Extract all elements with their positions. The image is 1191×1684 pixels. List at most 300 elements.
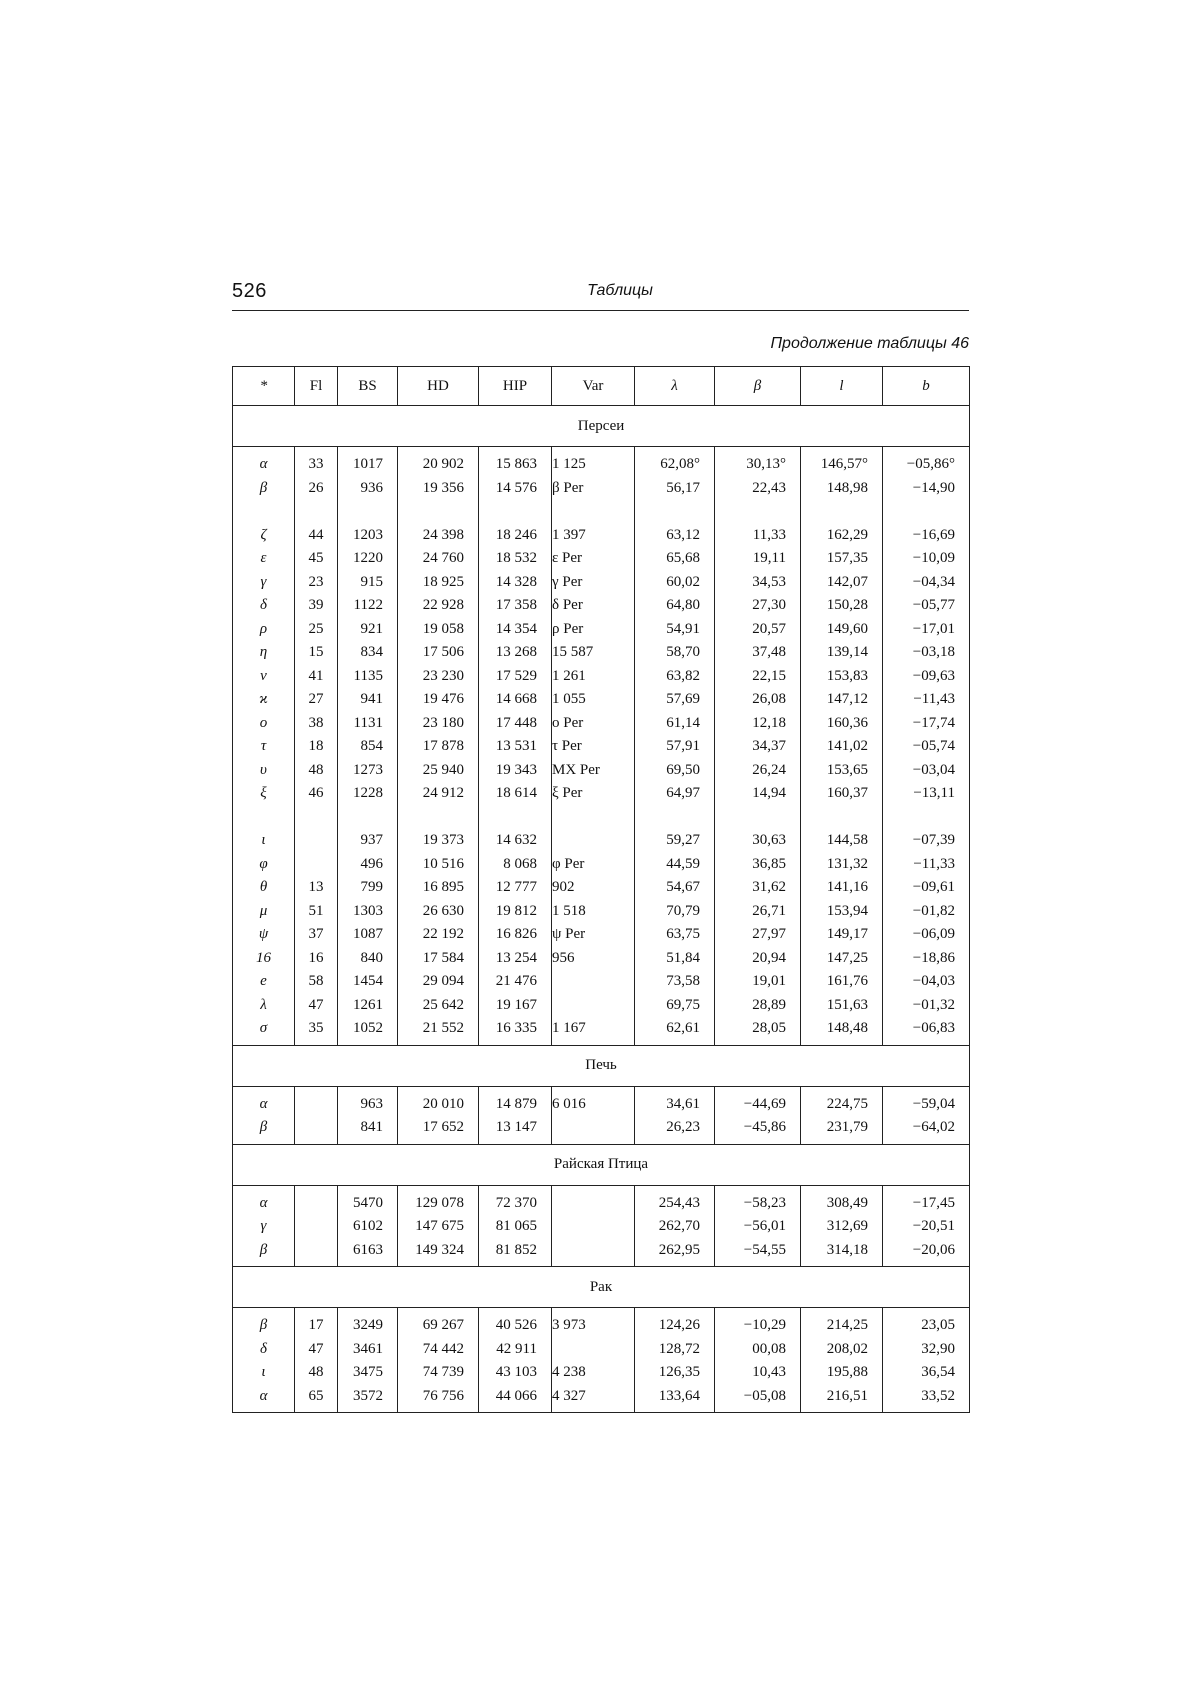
cell-hip: 17 529 xyxy=(479,665,552,689)
spacer-cell xyxy=(801,500,883,524)
table-header-row xyxy=(233,367,970,406)
cell-hip: 14 328 xyxy=(479,571,552,595)
cell-hd: 23 230 xyxy=(398,665,479,689)
cell-bs: 1228 xyxy=(338,782,398,806)
cell-lambda: 51,84 xyxy=(635,947,715,971)
cell-bs: 799 xyxy=(338,876,398,900)
cell-var: ξ Per xyxy=(552,782,635,806)
cell-hd: 16 895 xyxy=(398,876,479,900)
cell-hip: 81 065 xyxy=(479,1215,552,1239)
table-row xyxy=(233,782,970,806)
cell-var: ρ Per xyxy=(552,618,635,642)
cell-bs: 1017 xyxy=(338,447,398,477)
cell-b: −06,09 xyxy=(883,923,970,947)
cell-beta: 10,43 xyxy=(715,1361,801,1385)
cell-b: −20,06 xyxy=(883,1239,970,1267)
cell-lambda: 262,70 xyxy=(635,1215,715,1239)
table-row xyxy=(233,1308,970,1338)
header-rule xyxy=(232,310,969,311)
cell-l: 314,18 xyxy=(801,1239,883,1267)
cell-lambda: 59,27 xyxy=(635,829,715,853)
cell-bs: 854 xyxy=(338,735,398,759)
cell-var: 6 016 xyxy=(552,1086,635,1116)
table-row xyxy=(233,477,970,501)
cell-hd: 17 652 xyxy=(398,1116,479,1144)
cell-hip: 40 526 xyxy=(479,1308,552,1338)
cell-var: ψ Per xyxy=(552,923,635,947)
spacer-cell xyxy=(338,500,398,524)
cell-var xyxy=(552,1215,635,1239)
cell-hd: 17 506 xyxy=(398,641,479,665)
cell-b: −03,18 xyxy=(883,641,970,665)
cell-b: −18,86 xyxy=(883,947,970,971)
cell-l: 308,49 xyxy=(801,1185,883,1215)
column-header: * xyxy=(233,367,295,406)
cell-bs: 937 xyxy=(338,829,398,853)
cell-var: τ Per xyxy=(552,735,635,759)
cell-hip: 13 268 xyxy=(479,641,552,665)
cell-bs: 1261 xyxy=(338,994,398,1018)
cell-hip: 14 668 xyxy=(479,688,552,712)
cell-var xyxy=(552,1185,635,1215)
cell-hip: 14 576 xyxy=(479,477,552,501)
cell-l: 147,12 xyxy=(801,688,883,712)
cell-l: 141,02 xyxy=(801,735,883,759)
cell-hd: 29 094 xyxy=(398,970,479,994)
column-header: λ xyxy=(635,367,715,406)
cell-fl: 27 xyxy=(295,688,338,712)
cell-bs: 6102 xyxy=(338,1215,398,1239)
cell-lambda: 65,68 xyxy=(635,547,715,571)
cell-fl: 58 xyxy=(295,970,338,994)
cell-hip: 19 812 xyxy=(479,900,552,924)
cell-l: 160,36 xyxy=(801,712,883,736)
cell-lambda: 56,17 xyxy=(635,477,715,501)
cell-l: 142,07 xyxy=(801,571,883,595)
cell-l: 160,37 xyxy=(801,782,883,806)
section-title: Райская Птица xyxy=(233,1144,970,1185)
page-number: 526 xyxy=(232,280,267,302)
cell-b: −10,09 xyxy=(883,547,970,571)
cell-var: 1 518 xyxy=(552,900,635,924)
cell-beta: −56,01 xyxy=(715,1215,801,1239)
cell-hd: 19 476 xyxy=(398,688,479,712)
column-header: Var xyxy=(552,367,635,406)
cell-bs: 841 xyxy=(338,1116,398,1144)
cell-l: 153,94 xyxy=(801,900,883,924)
cell-star: α xyxy=(233,1385,295,1413)
cell-star: α xyxy=(233,447,295,477)
section-row xyxy=(233,1045,970,1086)
cell-var: ο Per xyxy=(552,712,635,736)
cell-b: −11,43 xyxy=(883,688,970,712)
cell-lambda: 262,95 xyxy=(635,1239,715,1267)
spacer-cell xyxy=(479,806,552,830)
cell-b: −14,90 xyxy=(883,477,970,501)
cell-beta: −54,55 xyxy=(715,1239,801,1267)
spacer-cell xyxy=(883,806,970,830)
cell-star: μ xyxy=(233,900,295,924)
section-title: Персеи xyxy=(233,406,970,447)
cell-hip: 81 852 xyxy=(479,1239,552,1267)
group-spacer xyxy=(233,500,970,524)
cell-l: 214,25 xyxy=(801,1308,883,1338)
table-row xyxy=(233,1215,970,1239)
cell-b: −17,74 xyxy=(883,712,970,736)
cell-lambda: 34,61 xyxy=(635,1086,715,1116)
cell-fl: 17 xyxy=(295,1308,338,1338)
cell-l: 149,60 xyxy=(801,618,883,642)
cell-lambda: 73,58 xyxy=(635,970,715,994)
cell-l: 150,28 xyxy=(801,594,883,618)
cell-hip: 21 476 xyxy=(479,970,552,994)
spacer-cell xyxy=(635,806,715,830)
cell-l: 148,48 xyxy=(801,1017,883,1045)
cell-star: φ xyxy=(233,853,295,877)
cell-star: ο xyxy=(233,712,295,736)
cell-lambda: 26,23 xyxy=(635,1116,715,1144)
cell-var: 1 397 xyxy=(552,524,635,548)
cell-fl: 45 xyxy=(295,547,338,571)
spacer-cell xyxy=(338,806,398,830)
table-row xyxy=(233,947,970,971)
cell-l: 195,88 xyxy=(801,1361,883,1385)
cell-beta: 11,33 xyxy=(715,524,801,548)
cell-b: −07,39 xyxy=(883,829,970,853)
cell-hd: 74 739 xyxy=(398,1361,479,1385)
section-row xyxy=(233,406,970,447)
cell-star: 16 xyxy=(233,947,295,971)
cell-lambda: 254,43 xyxy=(635,1185,715,1215)
cell-beta: 34,37 xyxy=(715,735,801,759)
cell-hip: 15 863 xyxy=(479,447,552,477)
cell-var: 4 238 xyxy=(552,1361,635,1385)
cell-star: θ xyxy=(233,876,295,900)
cell-hd: 20 902 xyxy=(398,447,479,477)
cell-star: β xyxy=(233,1239,295,1267)
table-row xyxy=(233,853,970,877)
section-title: Рак xyxy=(233,1267,970,1308)
cell-var: 1 167 xyxy=(552,1017,635,1045)
cell-b: −06,83 xyxy=(883,1017,970,1045)
cell-beta: −44,69 xyxy=(715,1086,801,1116)
cell-b: 23,05 xyxy=(883,1308,970,1338)
cell-bs: 1273 xyxy=(338,759,398,783)
cell-beta: 26,71 xyxy=(715,900,801,924)
spacer-cell xyxy=(233,500,295,524)
cell-beta: 28,89 xyxy=(715,994,801,1018)
column-header: l xyxy=(801,367,883,406)
star-table xyxy=(232,366,970,1413)
cell-beta: 19,01 xyxy=(715,970,801,994)
group-spacer xyxy=(233,806,970,830)
cell-beta: 37,48 xyxy=(715,641,801,665)
table-body xyxy=(233,406,970,1413)
cell-beta: 22,15 xyxy=(715,665,801,689)
cell-var: γ Per xyxy=(552,571,635,595)
spacer-cell xyxy=(398,806,479,830)
cell-star: ψ xyxy=(233,923,295,947)
cell-beta: 27,97 xyxy=(715,923,801,947)
table-row xyxy=(233,1116,970,1144)
cell-hip: 13 147 xyxy=(479,1116,552,1144)
table-caption: Продолжение таблицы 46 xyxy=(770,335,969,352)
cell-hd: 25 642 xyxy=(398,994,479,1018)
cell-hip: 18 614 xyxy=(479,782,552,806)
cell-hd: 23 180 xyxy=(398,712,479,736)
spacer-cell xyxy=(801,806,883,830)
cell-b: −05,77 xyxy=(883,594,970,618)
table-row xyxy=(233,618,970,642)
cell-hd: 69 267 xyxy=(398,1308,479,1338)
table-row xyxy=(233,1361,970,1385)
cell-var: 15 587 xyxy=(552,641,635,665)
cell-lambda: 126,35 xyxy=(635,1361,715,1385)
cell-hd: 20 010 xyxy=(398,1086,479,1116)
cell-var: 902 xyxy=(552,876,635,900)
cell-bs: 5470 xyxy=(338,1185,398,1215)
cell-fl xyxy=(295,1239,338,1267)
cell-hd: 19 373 xyxy=(398,829,479,853)
cell-hd: 149 324 xyxy=(398,1239,479,1267)
spacer-cell xyxy=(552,806,635,830)
cell-hip: 13 531 xyxy=(479,735,552,759)
cell-var: δ Per xyxy=(552,594,635,618)
cell-b: −13,11 xyxy=(883,782,970,806)
column-header: β xyxy=(715,367,801,406)
cell-b: 32,90 xyxy=(883,1338,970,1362)
cell-fl: 41 xyxy=(295,665,338,689)
cell-beta: −05,08 xyxy=(715,1385,801,1413)
cell-bs: 1303 xyxy=(338,900,398,924)
cell-star: β xyxy=(233,1116,295,1144)
cell-hip: 19 343 xyxy=(479,759,552,783)
cell-beta: −45,86 xyxy=(715,1116,801,1144)
cell-hd: 24 398 xyxy=(398,524,479,548)
table-row xyxy=(233,571,970,595)
cell-var: 956 xyxy=(552,947,635,971)
table-row xyxy=(233,759,970,783)
cell-beta: 31,62 xyxy=(715,876,801,900)
cell-lambda: 63,12 xyxy=(635,524,715,548)
cell-hip: 8 068 xyxy=(479,853,552,877)
cell-star: δ xyxy=(233,1338,295,1362)
cell-b: −17,45 xyxy=(883,1185,970,1215)
cell-lambda: 60,02 xyxy=(635,571,715,595)
cell-beta: 26,08 xyxy=(715,688,801,712)
cell-bs: 1220 xyxy=(338,547,398,571)
cell-hd: 22 192 xyxy=(398,923,479,947)
cell-lambda: 54,67 xyxy=(635,876,715,900)
cell-bs: 941 xyxy=(338,688,398,712)
cell-star: σ xyxy=(233,1017,295,1045)
cell-fl xyxy=(295,1185,338,1215)
cell-fl xyxy=(295,1086,338,1116)
cell-l: 147,25 xyxy=(801,947,883,971)
cell-lambda: 69,50 xyxy=(635,759,715,783)
cell-star: β xyxy=(233,477,295,501)
cell-fl: 47 xyxy=(295,994,338,1018)
spacer-cell xyxy=(552,500,635,524)
cell-fl xyxy=(295,829,338,853)
table-row xyxy=(233,923,970,947)
cell-bs: 963 xyxy=(338,1086,398,1116)
spacer-cell xyxy=(883,500,970,524)
cell-var: 1 261 xyxy=(552,665,635,689)
cell-hd: 17 878 xyxy=(398,735,479,759)
cell-hd: 22 928 xyxy=(398,594,479,618)
cell-hip: 13 254 xyxy=(479,947,552,971)
cell-star: γ xyxy=(233,571,295,595)
cell-beta: 22,43 xyxy=(715,477,801,501)
cell-b: −16,69 xyxy=(883,524,970,548)
cell-beta: 14,94 xyxy=(715,782,801,806)
cell-b: −04,03 xyxy=(883,970,970,994)
table-row xyxy=(233,900,970,924)
cell-l: 216,51 xyxy=(801,1385,883,1413)
cell-beta: 20,57 xyxy=(715,618,801,642)
cell-star: ι xyxy=(233,829,295,853)
cell-hd: 25 940 xyxy=(398,759,479,783)
cell-fl: 51 xyxy=(295,900,338,924)
cell-hd: 129 078 xyxy=(398,1185,479,1215)
column-header: BS xyxy=(338,367,398,406)
table-row xyxy=(233,1086,970,1116)
cell-l: 141,16 xyxy=(801,876,883,900)
cell-bs: 1052 xyxy=(338,1017,398,1045)
cell-fl: 35 xyxy=(295,1017,338,1045)
cell-beta: 34,53 xyxy=(715,571,801,595)
table-row xyxy=(233,1185,970,1215)
table-row xyxy=(233,970,970,994)
column-header: HD xyxy=(398,367,479,406)
cell-b: −05,86° xyxy=(883,447,970,477)
cell-bs: 1203 xyxy=(338,524,398,548)
cell-b: −09,61 xyxy=(883,876,970,900)
cell-b: −64,02 xyxy=(883,1116,970,1144)
cell-b: −04,34 xyxy=(883,571,970,595)
cell-hip: 12 777 xyxy=(479,876,552,900)
spacer-cell xyxy=(295,806,338,830)
cell-beta: −58,23 xyxy=(715,1185,801,1215)
running-title: Таблицы xyxy=(587,282,653,299)
cell-bs: 1087 xyxy=(338,923,398,947)
cell-lambda: 57,91 xyxy=(635,735,715,759)
cell-hd: 24 912 xyxy=(398,782,479,806)
cell-fl: 48 xyxy=(295,1361,338,1385)
cell-var: ε Per xyxy=(552,547,635,571)
cell-l: 153,65 xyxy=(801,759,883,783)
section-title: Печь xyxy=(233,1045,970,1086)
cell-b: −03,04 xyxy=(883,759,970,783)
table-row xyxy=(233,447,970,477)
cell-lambda: 128,72 xyxy=(635,1338,715,1362)
table-row xyxy=(233,994,970,1018)
spacer-cell xyxy=(398,500,479,524)
cell-beta: 00,08 xyxy=(715,1338,801,1362)
cell-beta: 19,11 xyxy=(715,547,801,571)
cell-l: 153,83 xyxy=(801,665,883,689)
cell-beta: 20,94 xyxy=(715,947,801,971)
cell-hd: 18 925 xyxy=(398,571,479,595)
cell-star: ξ xyxy=(233,782,295,806)
table-row xyxy=(233,735,970,759)
cell-l: 131,32 xyxy=(801,853,883,877)
cell-hd: 74 442 xyxy=(398,1338,479,1362)
cell-lambda: 64,80 xyxy=(635,594,715,618)
cell-bs: 834 xyxy=(338,641,398,665)
cell-hd: 17 584 xyxy=(398,947,479,971)
cell-star: δ xyxy=(233,594,295,618)
cell-var xyxy=(552,994,635,1018)
cell-var xyxy=(552,1338,635,1362)
cell-lambda: 44,59 xyxy=(635,853,715,877)
cell-star: τ xyxy=(233,735,295,759)
cell-b: −20,51 xyxy=(883,1215,970,1239)
cell-var xyxy=(552,1116,635,1144)
cell-bs: 936 xyxy=(338,477,398,501)
cell-fl: 26 xyxy=(295,477,338,501)
cell-hd: 24 760 xyxy=(398,547,479,571)
cell-fl xyxy=(295,1215,338,1239)
cell-hd: 19 356 xyxy=(398,477,479,501)
cell-lambda: 54,91 xyxy=(635,618,715,642)
cell-hip: 18 532 xyxy=(479,547,552,571)
cell-lambda: 62,61 xyxy=(635,1017,715,1045)
cell-var: MX Per xyxy=(552,759,635,783)
cell-fl: 37 xyxy=(295,923,338,947)
spacer-cell xyxy=(635,500,715,524)
cell-hip: 19 167 xyxy=(479,994,552,1018)
table-row xyxy=(233,1239,970,1267)
cell-bs: 1122 xyxy=(338,594,398,618)
cell-hd: 19 058 xyxy=(398,618,479,642)
table-row xyxy=(233,547,970,571)
cell-lambda: 61,14 xyxy=(635,712,715,736)
cell-l: 208,02 xyxy=(801,1338,883,1362)
cell-fl: 33 xyxy=(295,447,338,477)
cell-hip: 18 246 xyxy=(479,524,552,548)
cell-var: 4 327 xyxy=(552,1385,635,1413)
cell-l: 224,75 xyxy=(801,1086,883,1116)
cell-bs: 840 xyxy=(338,947,398,971)
spacer-cell xyxy=(479,500,552,524)
table-row xyxy=(233,1017,970,1045)
cell-fl: 44 xyxy=(295,524,338,548)
cell-bs: 6163 xyxy=(338,1239,398,1267)
spacer-cell xyxy=(715,500,801,524)
table-row xyxy=(233,688,970,712)
cell-beta: 26,24 xyxy=(715,759,801,783)
cell-var xyxy=(552,1239,635,1267)
cell-fl xyxy=(295,1116,338,1144)
cell-beta: 12,18 xyxy=(715,712,801,736)
cell-hd: 26 630 xyxy=(398,900,479,924)
cell-bs: 1454 xyxy=(338,970,398,994)
cell-lambda: 58,70 xyxy=(635,641,715,665)
cell-l: 146,57° xyxy=(801,447,883,477)
cell-hd: 10 516 xyxy=(398,853,479,877)
cell-hip: 44 066 xyxy=(479,1385,552,1413)
cell-fl: 18 xyxy=(295,735,338,759)
column-header: Fl xyxy=(295,367,338,406)
cell-star: ζ xyxy=(233,524,295,548)
table-row xyxy=(233,1385,970,1413)
cell-fl: 47 xyxy=(295,1338,338,1362)
cell-hip: 17 358 xyxy=(479,594,552,618)
cell-bs: 1131 xyxy=(338,712,398,736)
table-row xyxy=(233,524,970,548)
